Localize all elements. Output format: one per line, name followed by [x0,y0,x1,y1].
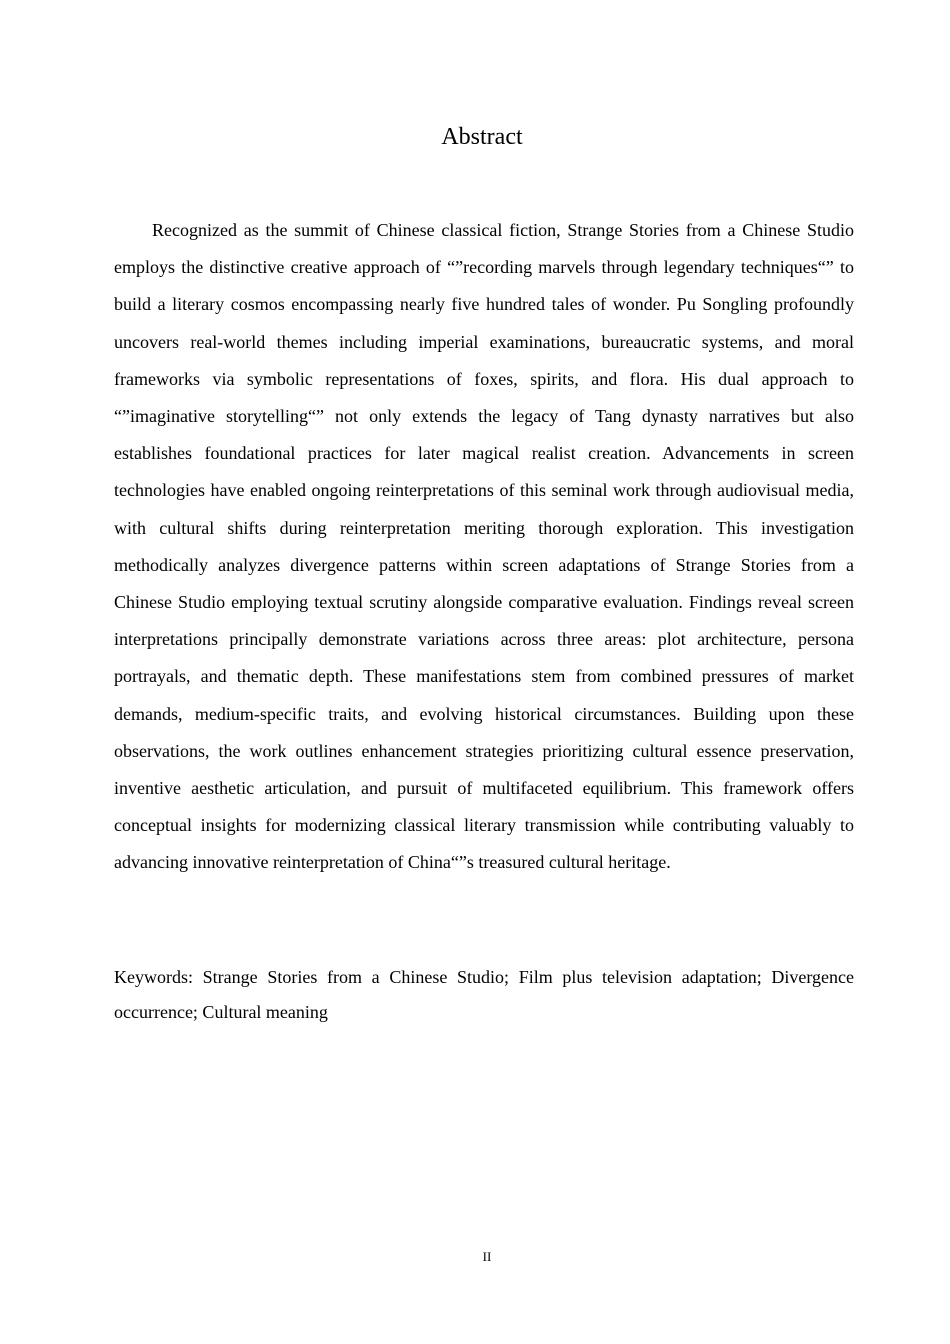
abstract-title: Abstract [441,124,523,150]
keywords-paragraph: Keywords: Strange Stories from a Chinese Studio; Film plus television adaptation; Divergence occurrence; Cultural meaning [114,967,854,1022]
page-number: II [482,1249,492,1264]
abstract-body [114,212,854,882]
abstract-paragraph: Recognized as the summit of Chinese classical fiction, Strange Stories from a Chinese Studio employs the distinctive creative approach of “”recording marvels through legendary techniques“” to build a literary cosmos encompassing nearly five hundred tales of wonder. Pu Songling profoundly uncovers real-world themes including imperial examinations, bureaucratic systems, and moral frameworks via symbolic representations of foxes, spirits, and flora. His dual approach to “”imaginative storytelling“” not only extends the legacy of Tang dynasty narratives but also establishes foundational practices for later magical realist creation. Advancements in screen technologies have enabled ongoing reinterpretations of this seminal work through audiovisual media, with cultural shifts during reinterpretation meriting thorough exploration. This investigation methodically analyzes divergence patterns within screen adaptations of Strange Stories from a Chinese Studio employing textual scrutiny alongside comparative evaluation. Findings reveal screen interpretations principally demonstrate variations across three areas: plot architecture, persona portrayals, and thematic depth. These manifestations stem from combined pressures of market demands, medium-specific traits, and evolving historical circumstances. Building upon these observations, the work outlines enhancement strategies prioritizing cultural essence preservation, inventive aesthetic articulation, and pursuit of multifaceted equilibrium. This framework offers conceptual insights for modernizing classical literary transmission while contributing valuably to advancing innovative reinterpretation of China“”s treasured cultural heritage. [114,220,854,873]
